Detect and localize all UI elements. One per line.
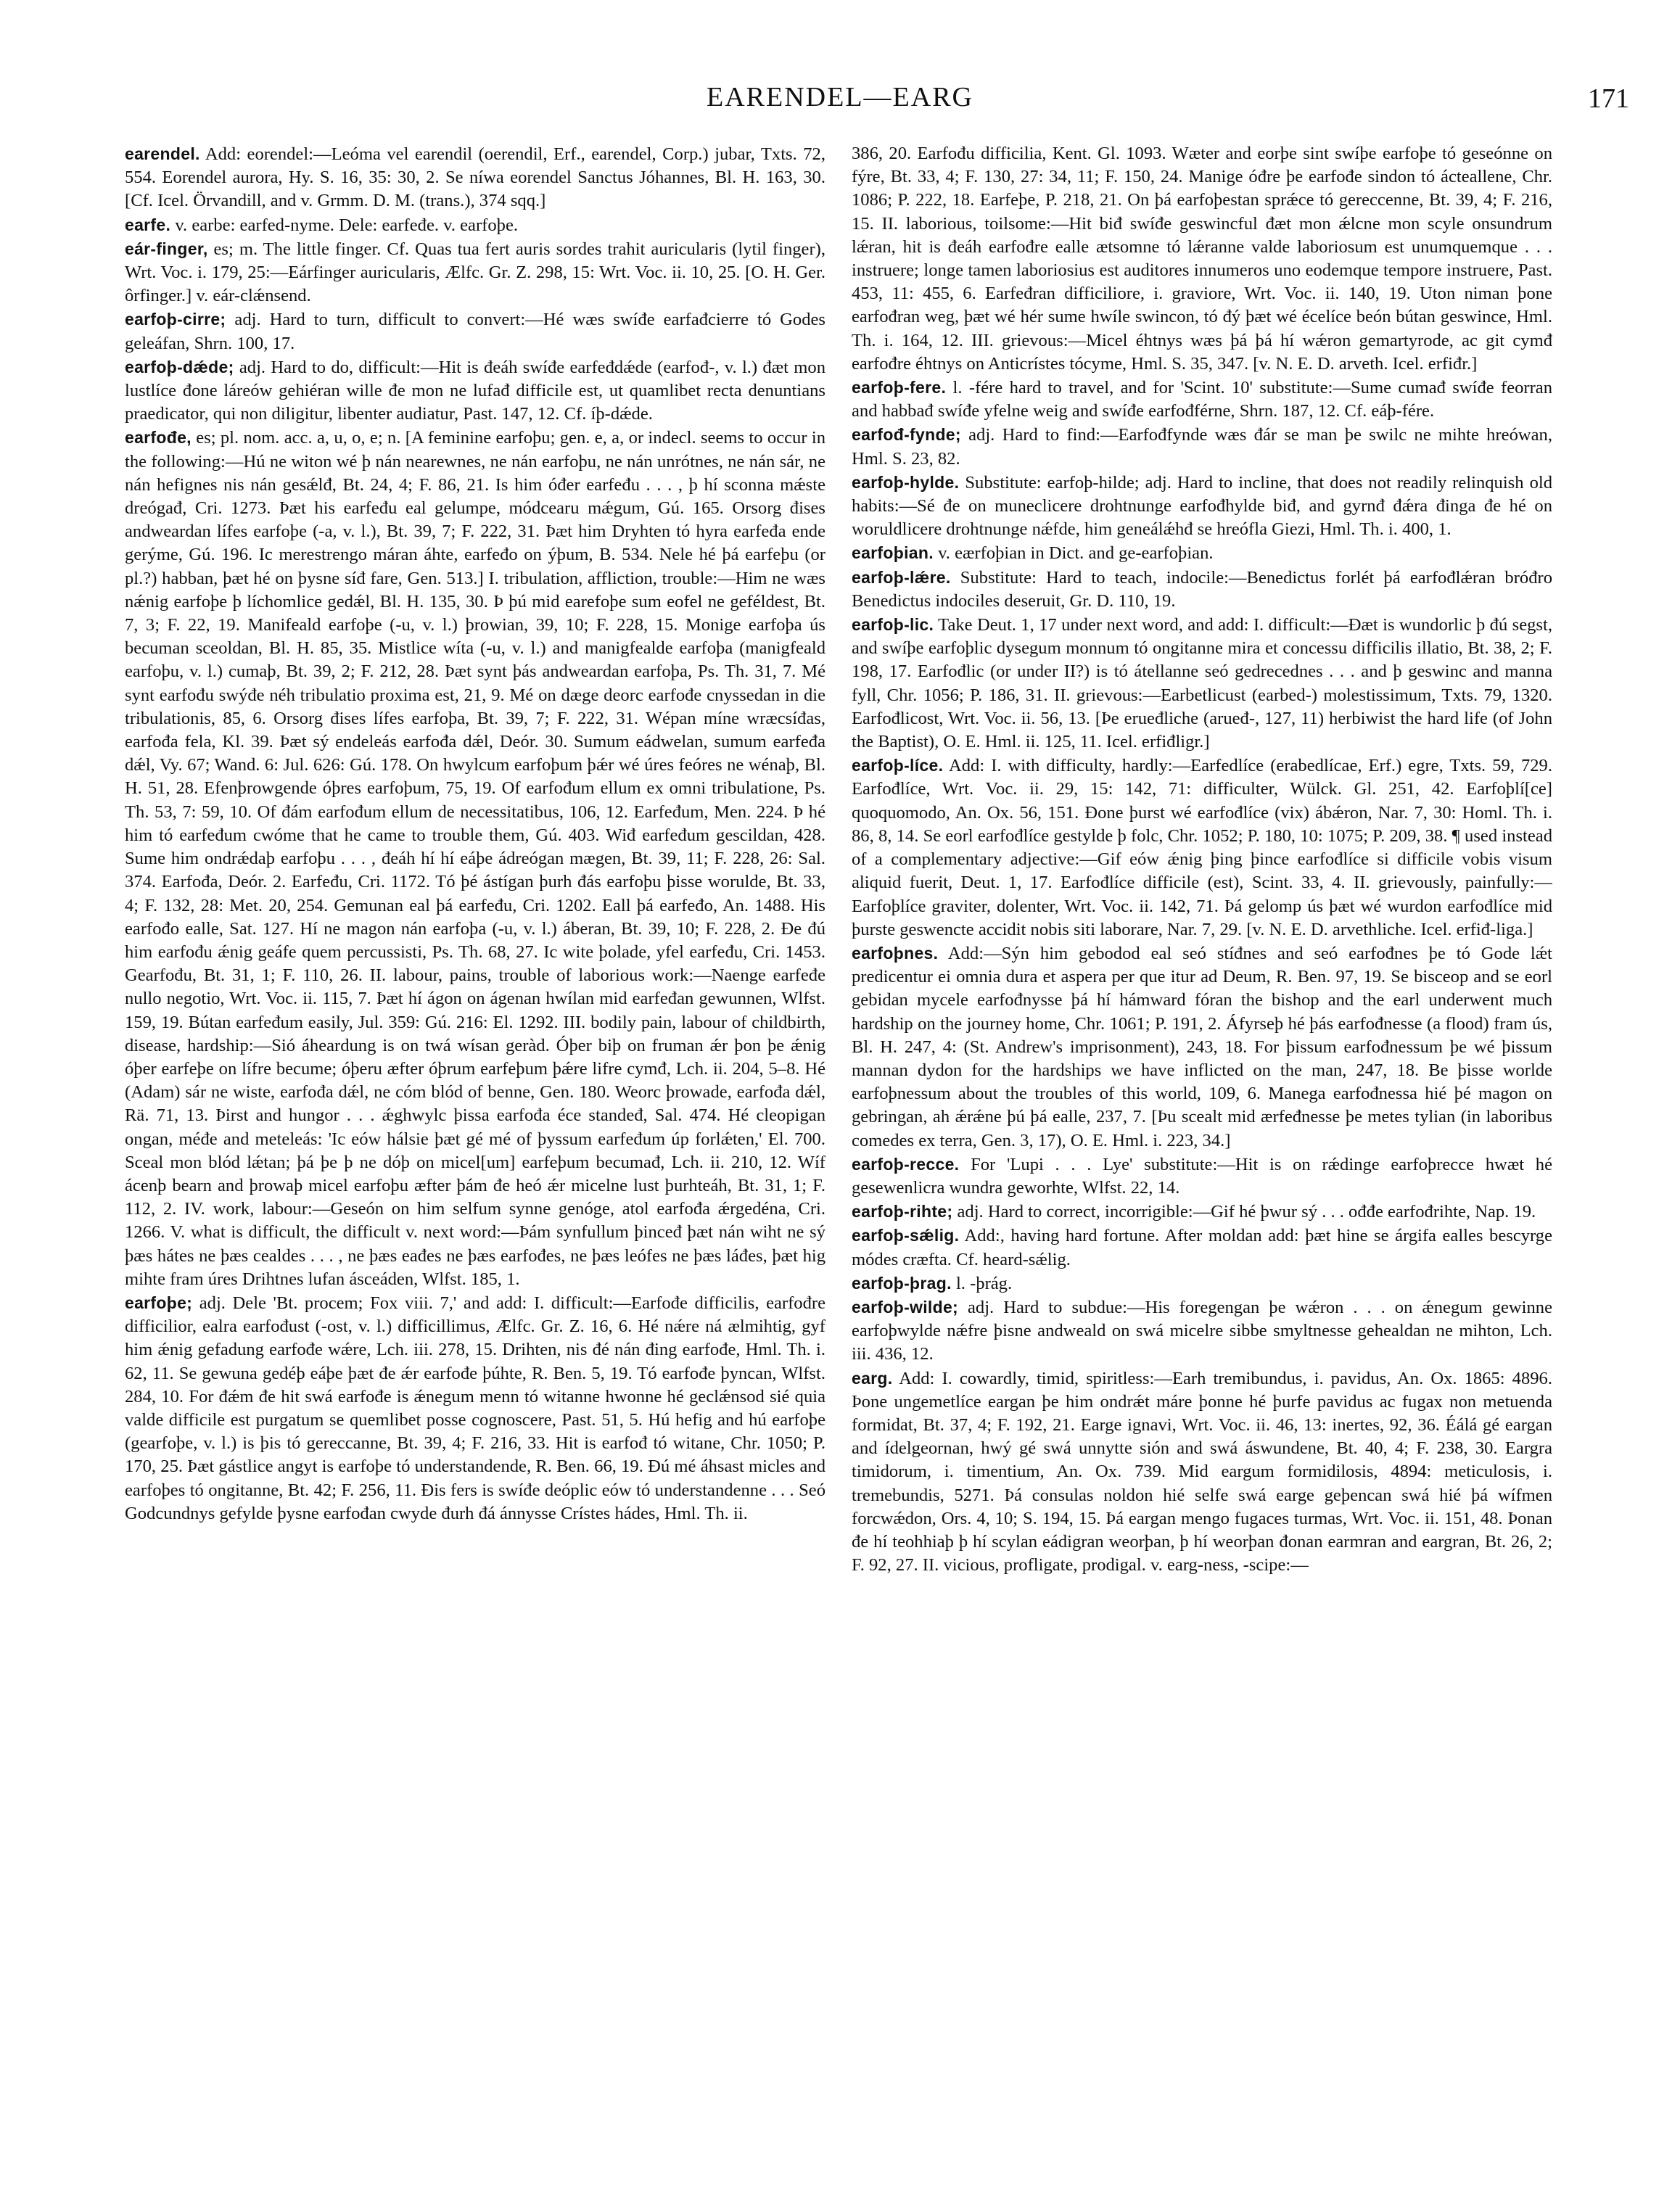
dictionary-entry <box>852 1295 1552 1367</box>
entry-headword: earendel. <box>125 144 200 163</box>
dictionary-entry <box>125 142 825 213</box>
dictionary-entry <box>852 376 1552 423</box>
dictionary-entry <box>125 355 825 427</box>
entry-headword: earfoþ-rihte; <box>852 1202 953 1222</box>
entry-headword: earfoþ-lic. <box>852 615 934 635</box>
entry-text: adj. Hard to find:—Earfođfynde wæs đár se man þe swilc ne mihte hreówan, Hml. S. 23, 82. <box>852 425 1552 469</box>
entry-text: Add: I. cowardly, timid, spiritless:—Earh tremibundus, i. pavidus, An. Ox. 1865: 4896. Þone ungemetlíce eargan þe him ondrǽt máre þonne hé þurfe pavidus ac fugax non metuenda formidat, Bt. 37, 4; F. 192, 21. Earge ignavi, Wrt. Voc. ii. 46, 13: inertes, 92, 36. Éálá gé eargan and ídelgeornan, hwý gé swá unnytte sión and swá áswundene, Bt. 40, 4; F. 238, 30. Eargra timidorum, i. timentium, An. Ox. 739. Mid eargum formidilosis, 4894: meticulosis, i. tremebundis, 5271. Þá consulas noldon hié selfe swá earge geþencan swá hié þá wífmen forcwǽdon, Ors. 4, 10; S. 194, 15. Þá eargan mengo fugaces turmas, Wrt. Voc. ii. 151, 48. Þonan đe hí teohhiaþ þ hí scylan eádigran weorþan, þ hí weorþan đonan earmran and eargran, Bt. 26, 2; F. 92, 27. II. vicious, profligate, prodigal. v. earg-ness, -scipe:— <box>852 1368 1552 1575</box>
entry-text: Add:, having hard fortune. After moldan add: þæt hine se árgifa ealles bescyrge módes cræfta. Cf. heard-sǽlig. <box>852 1226 1552 1269</box>
entry-headword: earfoþ-þrag. <box>852 1273 952 1293</box>
entry-headword: earfoþnes. <box>852 943 939 963</box>
entry-headword: earg. <box>852 1368 893 1388</box>
entry-headword: earfođ-fynde; <box>852 425 961 445</box>
entry-text: Substitute: earfoþ-hilde; adj. Hard to incline, that does not readily relinquish old habits:—Sé đe on muneclicere drohtnunge earfođhylde biđ, and gyrnđ đǽra đinga đe hé on woruldlicere drohtnunge nǽfde, him geneálǽhđ se hreófla Giezi, Hml. Th. i. 400, 1. <box>852 472 1552 540</box>
dictionary-entry <box>852 566 1552 613</box>
entry-headword: eár-finger, <box>125 239 208 258</box>
entry-text: v. eærfoþian in Dict. and ge-earfoþian. <box>938 543 1214 564</box>
entry-headword: earfoþ-lǽre. <box>852 567 951 587</box>
entry-headword: earfoþ-recce. <box>852 1154 960 1174</box>
page-number: 171 <box>1588 83 1629 114</box>
entry-headword: earfoþ-sǽlig. <box>852 1226 960 1245</box>
entry-text: es; pl. nom. acc. a, u, o, e; n. [A feminine earfoþu; gen. e, a, or indecl. seems to occur in the following:—Hú ne witon wé þ nán nearewnes, ne nán earfoþu, ne nán unrótnes, ne nán sár, ne nán hefignes nis nán gesǽlđ, Bt. 24, 4; F. 86, 21. Is him óđer earfeđu . . . , þ hí sconna mǽste dreógađ, Cri. 1273. Þæt his earfeđu eal gelumpe, módcearu mǽgum, Gú. 165. Orsorg đises andweardan lífes earfoþe (-a, v. l.), Bt. 39, 7; F. 222, 31. Þæt him Dryhten tó hyra earfeđa ende gerýme, Gú. 196. Ic merestrengo máran áhte, earfeđo on ýþum, B. 534. Nele hé þá earfeþu (or pl.?) habban, þæt hé on þysne síđ fare, Gen. 513.] I. tribulation, affliction, trouble:—Him ne wæs nǽnig earfoþe þ líchomlice gedǽl, Bl. H. 135, 30. Þ þú mid earefoþe sum eofel ne geféldest, Bt. 7, 3; F. 22, 19. Manifeald earfoþe (-u, v. l.) þrowian, 39, 10; F. 228, 15. Monige earfoþa ús becuman sceoldan, Bl. H. 85, 35. Mistlice wíta (-u, v. l.) and manigfealde earfoþa (manigfeald earfoþu, v. l.) cumaþ, Bt. 39, 2; F. 212, 28. Þæt synt þás andweardan earfoþa, Ps. Th. 31, 7. Mé synt earfođu swýđe néh tribulatio proxima est, 21, 9. Mé on dæge deorc earfođe cnyssedan in die tribulationis, 85, 6. Orsorg đises lífes earfoþa, Bt. 39, 7; F. 222, 31. Wépan míne wræcsíđas, earfođa fela, Kl. 39. Þæt sý endeleás earfođa dǽl, Deór. 30. Sumum eádwelan, sumum earfeđa dǽl, Vy. 67; Wand. 6: Jul. 626: Gú. 178. On hwylcum earfoþum þǽr wé úres feóres ne wénaþ, Bl. H. 51, 28. Efenþrowgende óþres earfoþum, 75, 19. Of earfođum ellum ex omni tribulatione, Ps. Th. 53, 7: 59, 10. Of đám earfođum ellum de necessitatibus, 106, 12. Earfeđum, Men. 224. Þ hé him tó earfeđum cwóme that he came to trouble them, Gú. 403. Wiđ earfeđum gescildan, 428. Sume him ondrǽdaþ earfoþu . . . , đeáh hí hí eáþe ádreógan mægen, Bt. 39, 11; F. 228, 26: Sal. 374. Earfođa, Deór. 2. Earfeđu, Cri. 1172. Tó þé ástígan þurh đás earfoþu þisse worulde, Bt. 33, 4; F. 132, 28: Met. 20, 254. Gemunan eal þá earfeđu, Cri. 1202. Eall þá earfeđo, An. 1488. His earfođo ealle, Sat. 127. Hí ne magon nán earfoþa (-u, v. l.) áberan, Bt. 39, 10; F. 228, 2. Đe đú him earfođu ǽnig geáfe quem percussisti, Ps. Th. 68, 27. Ic wite þolade, yfel earfeđu, Cri. 1453. Gearfođu, Bt. 31, 1; F. 110, 26. II. labour, pains, trouble of laborious work:—Naenge earfeđe nullo negotio, Wrt. Voc. ii. 115, 7. Þæt hí ágon on ágenan hwílan mid earfeđan gewunnen, Wlfst. 159, 19. Bútan earfeđum easily, Jul. 359: Gú. 216: El. 1292. III. bodily pain, labour of childbirth, disease, hardship:—Sió áheardung is on twá wísan geràd. Óþer biþ on fruman ǽr þon þe ǽnig óþer earfeþe on lífre becume; óþeru æfter óþrum earfeþum þǽre lifre cymđ, Lch. ii. 204, 5–8. Hé (Adam) sár ne wiste, earfođa dǽl, ne cóm blód of benne, Gen. 180. Weorc þrowade, earfođa dǽl, Rä. 71, 13. Þirst and hungor . . . ǽghwylc þissa earfođa éce standeđ, Sal. 474. Hé cleopigan ongan, méđe and meteleás: 'Ic eów hálsie þæt gé mé of þyssum earfeđum úp forlǽten,' El. 700. Sceal mon blód lǽtan; þá þe þ ne dóþ on micel[um] earfeþum becumađ, Lch. ii. 210, 12. Wíf ácenþ bearn and þrowaþ micel earfoþu æfter þám đe heó ǽr micelne lust þurhteáh, Bt. 31, 1; F. 112, 2. IV. work, labour:—Geseón on him selfum synne genóge, atol earfođa ǽrgedéna, Cri. 1266. V. what is difficult, the difficult v. next word:—Þám synfullum þinceđ þæt nán wiht ne sý þæs hátes ne þæs cealdes . . . , ne þæs eađes ne þæs earfođes, ne þæs leófes ne þæs láđes, þæt hig mihte fram úres Drihtnes lufan ásceáden, Wlfst. 185, 1. <box>125 428 825 1289</box>
entry-text: Add: I. with difficulty, hardly:—Earfedlíce (erabedlícae, Erf.) egre, Txts. 59, 729. Earfođlíce, Wrt. Voc. ii. 29, 15: 142, 71: difficulter, Wülck. Gl. 251, 42. Earfoþlí[ce] quoquomodo, An. Ox. 56, 151. Đone þurst wé earfođlíce (vix) ábǽron, Nar. 7, 30: Homl. Th. i. 86, 8, 14. Se eorl earfođlíce gestylde þ folc, Chr. 1052; P. 180, 10: 1075; P. 209, 38. ¶ used instead of a complementary adjective:—Gif eów ǽnig þing þince earfođlíce si difficile vobis visum aliquid fuerit, Deut. 1, 17. Earfođlíce difficile (est), Scint. 33, 4. II. grievously, painfully:—Earfoþlíce graviter, dolenter, Wrt. Voc. ii. 142, 71. Þá gelomp ús þæt wé wurdon earfođlíce mid þurste geswencte accidit nobis siti laborare, Nar. 7, 29. [v. N. E. D. arvethliche. Icel. erfiđ-liga.] <box>852 756 1552 939</box>
dictionary-entry <box>852 754 1552 942</box>
entry-headword: earfoþe; <box>125 1293 193 1312</box>
dictionary-entry <box>852 1224 1552 1271</box>
entry-text: adj. Dele 'Bt. procem; Fox viii. 7,' and add: I. difficult:—Earfođe difficilis, earfođre difficilior, ealra earfođust (-ost, v. l.) difficillimus, Ælfc. Gr. Z. 16, 6. Hé nǽre ná ælmihtig, gyf him ǽnig gefadung earfođe wǽre, Lch. iii. 278, 15. Drihten, nis đé nán đing earfođe, Hml. Th. i. 62, 11. Se gewuna gedéþ eáþe þæt đe ǽr earfođe þúhte, R. Ben. 5, 19. Tó earfođe þyncan, Wlfst. 284, 10. For đǽm đe hit swá earfođe is ǽnegum menn tó witanne hwonne hé geclǽnsod sié quia valde difficile est purgatum se quemlibet posse cognoscere, Past. 51, 5. Hú hefig and hú earfoþe (gearfoþe, v. l.) is þis tó gereccanne, Bt. 39, 4; F. 216, 33. Hit is earfođ tó witane, Chr. 1050; P. 170, 25. Þæt gástlice angyt is earfoþe tó understandende, R. Ben. 66, 19. Đú mé áhsast micles and earfoþes tó ongitanne, Bt. 42; F. 256, 11. Đis fers is swíđe deóplic eów tó understandenne . . . Seó Godcundnys gefylde þysne earfođan cwyde đurh đá ánnysse Crístes hádes, Hml. Th. ii. <box>125 1293 825 1523</box>
left-column <box>125 142 825 2166</box>
entry-text: For 'Lupi . . . Lye' substitute:—Hit is on rǽdinge earfoþrecce hwæt hé gesewenlicra wundra geworhte, Wlfst. 22, 14. <box>852 1154 1552 1198</box>
dictionary-entry <box>852 1200 1552 1224</box>
dictionary-entry <box>125 1291 825 1525</box>
entry-text: v. earbe: earfed-nyme. Dele: earfeđe. v. earfoþe. <box>175 215 519 235</box>
entry-text: adj. Hard to subdue:—His foregengan þe wǽron . . . on ǽnegum gewinne earfoþwylde nǽfre þisne andweald on swá micelre sibbe smyltnesse gehealdan ne mihton, Lch. iii. 436, 12. <box>852 1297 1552 1364</box>
dictionary-entry <box>852 1272 1552 1295</box>
entry-headword: earfoþ-hylde. <box>852 472 960 492</box>
entry-text: adj. Hard to do, difficult:—Hit is đeáh swíđe earfeđdǽde (earfođ-, v. l.) đæt mon lustlíce đone láreów gehiéran wille đe mon ne lufađ difficile est, ut quamlibet recta denuntians praedicator, qui non diligitur, libenter audiatur, Past. 147, 12. Cf. íþ-dǽde. <box>125 357 825 424</box>
dictionary-entry <box>852 142 1552 376</box>
entry-headword: earfoþ-dǽde; <box>125 357 234 376</box>
dictionary-entry <box>852 942 1552 1153</box>
entry-text: Add: eorendel:—Leóma vel earendil (oerendil, Erf., earendel, Corp.) jubar, Txts. 72, 554. Eorendel aurora, Hy. S. 16, 35: 30, 2. Se níwa eorendel Sanctus Jóhannes, Bl. H. 163, 30. [Cf. Icel. Örvandill, and v. Grmm. D. M. (trans.), 374 sqq.] <box>125 144 825 211</box>
entry-headword: earfoþ-líce. <box>852 756 944 775</box>
entry-headword: earfoþ-cirre; <box>125 310 226 329</box>
dictionary-entry <box>852 423 1552 470</box>
entry-text: l. -fére hard to travel, and for 'Scint. 10' substitute:—Sume cumađ swíđe feorran and habbađ swíđe yfelne weig and swíđe earfođférne, Shrn. 187, 12. Cf. eáþ-fére. <box>852 378 1552 421</box>
dictionary-entry <box>125 237 825 308</box>
entry-text: 386, 20. Earfođu difficilia, Kent. Gl. 1093. Wæter and eorþe sint swíþe earfoþe tó geseónne on fýre, Bt. 33, 4; F. 130, 27: 34, 11; F. 150, 24. Manige óđre þe earfođe sindon tó ácteallene, Chr. 1086; P. 222, 18. Earfeþe, P. 218, 21. On þá earfoþestan sprǽce tó gereccenne, Bt. 39, 4; F. 216, 15. II. laborious, toilsome:—Hit biđ swíđe geswincful đæt mon ǽlcne mon scyle onsundrum lǽran, hit is đeáh earfođre ealle ætsomne tó lǽranne valde laboriosum est unumquemque . . . instruere; longe tamen laboriosius est auditores innumeros uno eodemque tempore instruere, Past. 453, 11: 455, 6. Earfeđran difficiliore, i. graviore, Wrt. Voc. ii. 140, 19. Uton niman þone earfođran weg, þæt wé hér sume hwíle swincon, tó đý þæt wé écelíce beón bútan geswince, Hml. Th. i. 164, 12. III. grievous:—Micel éhtnys wæs þá þá hí wǽron gemartyrode, ac git cymđ earfođre éhtnys on Anticrístes tócyme, Hml. S. 35, 347. [v. N. E. D. arveth. Icel. erfiđr.] <box>852 144 1552 374</box>
entry-text: Add:—Sýn him gebodod eal seó stíđnes and seó earfođnes þe tó Gode lǽt predicentur ei omnia dura et aspera per que itur ad Deum, R. Ben. 97, 19. Se bisceop and se eorl gebidan mycele earfođnysse þá hí hámward fóran the bishop and the earl underwent much hardship on the journey home, Chr. 1061; P. 191, 2. Áfyrseþ hé þás earfođnesse (a flood) fram ús, Bl. H. 247, 4: (St. Andrew's imprisonment), 243, 18. For þissum earfođnessum þe wé þissum mannan dydon for the hardships we have inflicted on the man, 247, 18. Be þisse worlde earfoþnessum about the troubles of this world, 109, 6. Manega earfođnessa hié þé magon on gebringan, ah ǽrǽne þú þá ealle, 237, 7. [Þu scealt mid ærfeđnesse þe metes tylian (in laboribus comedes ex terra, Gen. 3, 17), O. E. Hml. i. 223, 34.] <box>852 943 1552 1150</box>
page-title: EARENDEL—EARG <box>707 82 973 112</box>
entry-headword: earfoþ-fere. <box>852 378 947 397</box>
right-column <box>852 142 1552 2166</box>
entry-text: Take Deut. 1, 17 under next word, and add: I. difficult:—Đæt is wundorlic þ đú segst, and swíþe earfoþlic dysegum monnum tó ongitanne mira et concessu difficilis illatio, Bt. 38, 2; F. 198, 17. Earfođlic (or under II?) is tó átellanne seó gedrecednes . . . and þ geswinc and manna fyll, Chr. 1056; P. 186, 31. II. grievous:—Earbetlicust (earbed-) molestissimum, Txts. 79, 1320. Earfođlicost, Wrt. Voc. ii. 56, 13. [Þe erueđliche (arueđ-, 127, 11) herbiwist the hard life (of John the Baptist), O. E. Hml. ii. 125, 11. Icel. erfiđligr.] <box>852 615 1552 752</box>
entry-headword: earfođe, <box>125 428 192 448</box>
entry-text: adj. Hard to correct, incorrigible:—Gif hé þwur sý . . . ođđe earfođrihte, Nap. 19. <box>957 1202 1536 1222</box>
entry-text: Substitute: Hard to teach, indocile:—Benedictus forlét þá earfođlǽran bróđro Benedictus indociles deseruit, Gr. D. 110, 19. <box>852 567 1552 611</box>
entry-text: l. -þrág. <box>955 1273 1013 1293</box>
dictionary-entry <box>852 613 1552 754</box>
dictionary-entry <box>125 213 825 237</box>
entry-text: adj. Hard to turn, difficult to convert:—Hé wæs swíđe earfađcierre tó Godes geleáfan, Shrn. 100, 17. <box>125 310 825 353</box>
entry-headword: earfoþ-wilde; <box>852 1297 959 1317</box>
dictionary-entry <box>125 426 825 1291</box>
dictionary-entry <box>852 541 1552 565</box>
entry-text: es; m. The little finger. Cf. Quas tua fert auris sordes trahit auricularis (lytil finger), Wrt. Voc. i. 179, 25:—Eárfinger auricularis, Ælfc. Gr. Z. 298, 15: Wrt. Voc. ii. 10, 25. [O. H. Ger. ôrfinger.] v. eár-clǽnsend. <box>125 239 825 306</box>
dictionary-entry <box>125 308 825 355</box>
dictionary-entry <box>852 471 1552 542</box>
dictionary-entry <box>852 1153 1552 1200</box>
running-head <box>0 81 1680 125</box>
entry-headword: earfe. <box>125 215 171 234</box>
dictionary-entry <box>852 1367 1552 1578</box>
entry-headword: earfoþian. <box>852 543 934 563</box>
